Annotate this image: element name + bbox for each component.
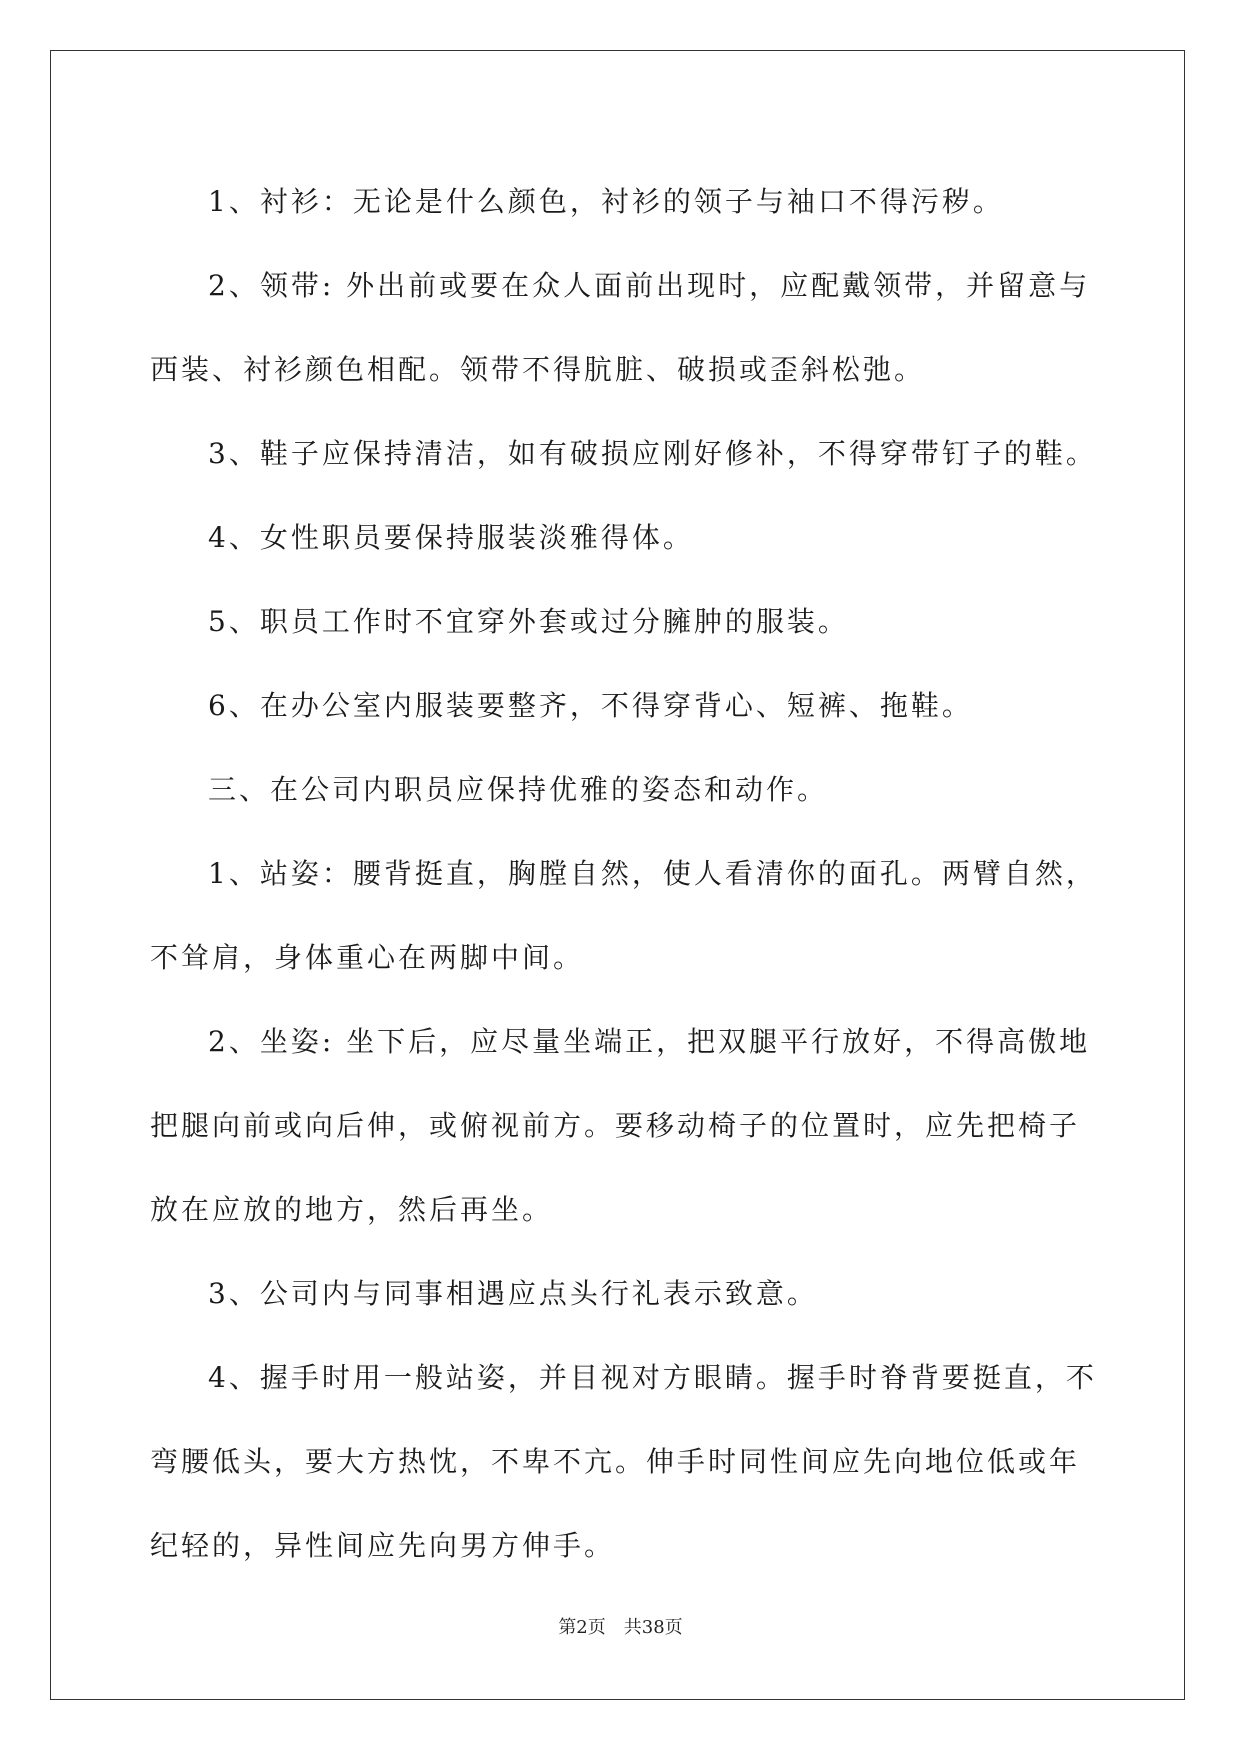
paragraph-tie-line-2: 西装、衬衫颜色相配。领带不得肮脏、破损或歪斜松弛。 (150, 353, 926, 386)
page-number: 第2页 (558, 1617, 606, 1638)
page-total: 共38页 (623, 1617, 683, 1638)
paragraph-sitting-line-1: 2、坐姿: 坐下后，应尽量坐端正，把双腿平行放好，不得高傲地 (208, 1025, 1091, 1058)
paragraph-standing-line-2: 不耸肩，身体重心在两脚中间。 (150, 941, 585, 974)
paragraph-sitting-line-2: 把腿向前或向后伸，或俯视前方。要移动椅子的位置时，应先把椅子 (150, 1109, 1081, 1142)
paragraph-handshake-line-1: 4、握手时用一般站姿，并目视对方眼睛。握手时脊背要挺直，不 (208, 1361, 1097, 1394)
paragraph-handshake-line-2: 弯腰低头，要大方热忱，不卑不亢。伸手时同性间应先向地位低或年 (150, 1445, 1081, 1478)
page-footer (0, 1613, 1241, 1639)
paragraph-tie-line-1: 2、领带: 外出前或要在众人面前出现时，应配戴领带，并留意与 (208, 269, 1091, 302)
document-body (150, 160, 1097, 1588)
paragraph-shirt: 1、衬衫：无论是什么颜色，衬衫的领子与袖口不得污秽。 (208, 185, 1004, 218)
paragraph-shoes: 3、鞋子应保持清洁，如有破损应刚好修补，不得穿带钉子的鞋。 (208, 437, 1097, 470)
paragraph-female-staff: 4、女性职员要保持服装淡雅得体。 (208, 521, 694, 554)
paragraph-greeting: 3、公司内与同事相遇应点头行礼表示致意。 (208, 1277, 818, 1310)
paragraph-office-attire: 6、在办公室内服装要整齐，不得穿背心、短裤、拖鞋。 (208, 689, 973, 722)
paragraph-sitting-line-3: 放在应放的地方，然后再坐。 (150, 1193, 554, 1226)
paragraph-standing-line-1: 1、站姿：腰背挺直，胸膛自然，使人看清你的面孔。两臂自然， (208, 857, 1097, 890)
section-heading-posture: 三、在公司内职员应保持优雅的姿态和动作。 (208, 773, 829, 806)
paragraph-no-coat: 5、职员工作时不宜穿外套或过分臃肿的服装。 (208, 605, 849, 638)
paragraph-handshake-line-3: 纪轻的，异性间应先向男方伸手。 (150, 1529, 616, 1562)
